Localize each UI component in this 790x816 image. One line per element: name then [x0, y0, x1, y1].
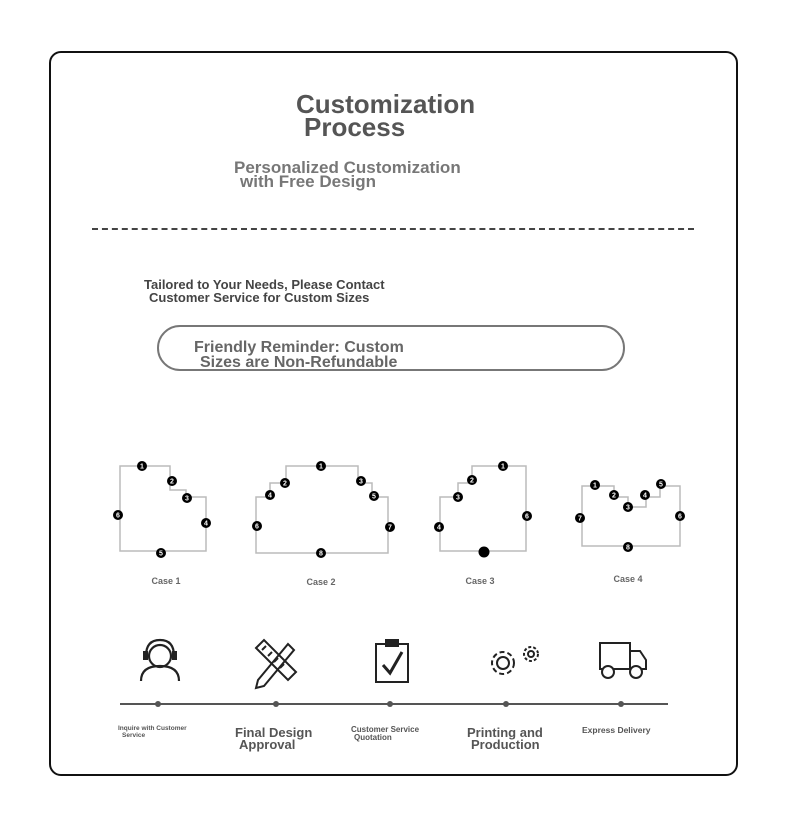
title-line-2: Process: [304, 112, 406, 142]
case-label: Case 3: [465, 576, 495, 586]
case-marker-number: 6: [255, 523, 259, 531]
case-outline: [582, 486, 680, 546]
subtitle-line-2: with Free Design: [240, 172, 377, 191]
timeline-dot: [618, 701, 624, 707]
clipboard-check-icon: [376, 640, 408, 682]
case-marker-number: 5: [372, 493, 376, 501]
truck-icon: [600, 643, 646, 678]
step-label-design: Final Design Approval: [235, 725, 313, 752]
step-label-delivery: Express Delivery: [582, 725, 651, 735]
step-label-quotation: Customer Service Quotation: [351, 725, 420, 742]
case-marker-number: 3: [456, 494, 460, 502]
case-marker-number: 4: [204, 520, 208, 528]
case-marker-number: 3: [185, 495, 189, 503]
case-label: Case 2: [306, 577, 336, 587]
case-outline: [120, 463, 206, 551]
case-marker-number: 2: [283, 480, 287, 488]
step-label-production: Printing and Production: [467, 725, 543, 752]
case-3: [434, 461, 532, 586]
case-label: Case 1: [151, 576, 181, 586]
cases-layer: [113, 461, 685, 587]
case-marker-number: 5: [659, 481, 663, 489]
case-marker-number: 3: [359, 478, 363, 486]
subtitle-line-1: Personalized Customization: [234, 158, 461, 177]
case-marker-number: 4: [268, 492, 272, 500]
title-line-1: Customization: [296, 89, 476, 119]
case-marker-number: 2: [612, 492, 616, 500]
gears-icon: [492, 647, 538, 674]
case-marker-number: 8: [319, 550, 323, 558]
reminder-line-1: Friendly Reminder: Custom: [194, 339, 404, 356]
case-marker-number: 6: [525, 513, 529, 521]
case-marker-number: 2: [470, 477, 474, 485]
case-marker-number: 4: [437, 524, 441, 532]
timeline-dot: [273, 701, 279, 707]
case-marker-number: 1: [501, 463, 505, 471]
step-label-inquire: Inquire with Customer Service: [118, 725, 187, 739]
case-marker-number: 1: [319, 463, 323, 471]
reminder-line-2: Sizes are Non-Refundable: [200, 354, 398, 371]
case-marker-number: 7: [388, 524, 392, 532]
case-outline: [256, 463, 388, 553]
timeline-dot: [387, 701, 393, 707]
case-marker-unlabeled: [479, 547, 490, 558]
custom-sizes-note-line-2: Customer Service for Custom Sizes: [149, 290, 370, 305]
headset-person-icon: [141, 640, 179, 681]
case-marker-number: 5: [159, 550, 163, 558]
timeline-dot: [155, 701, 161, 707]
timeline-dot: [503, 701, 509, 707]
case-4: [575, 479, 685, 584]
case-marker-number: 7: [578, 515, 582, 523]
case-label: Case 4: [613, 574, 643, 584]
case-marker-number: 3: [626, 504, 630, 512]
case-marker-number: 8: [626, 544, 630, 552]
case-1: [113, 461, 211, 586]
case-marker-number: 6: [116, 512, 120, 520]
case-outline: [440, 463, 526, 551]
ruler-pencil-icon: [256, 640, 296, 688]
custom-sizes-note-line-1: Tailored to Your Needs, Please Contact: [144, 277, 385, 292]
case-marker-number: 4: [643, 492, 647, 500]
case-marker-number: 2: [170, 478, 174, 486]
case-marker-number: 6: [678, 513, 682, 521]
case-marker-number: 1: [140, 463, 144, 471]
case-marker-number: 1: [593, 482, 597, 490]
case-2: [252, 461, 395, 587]
